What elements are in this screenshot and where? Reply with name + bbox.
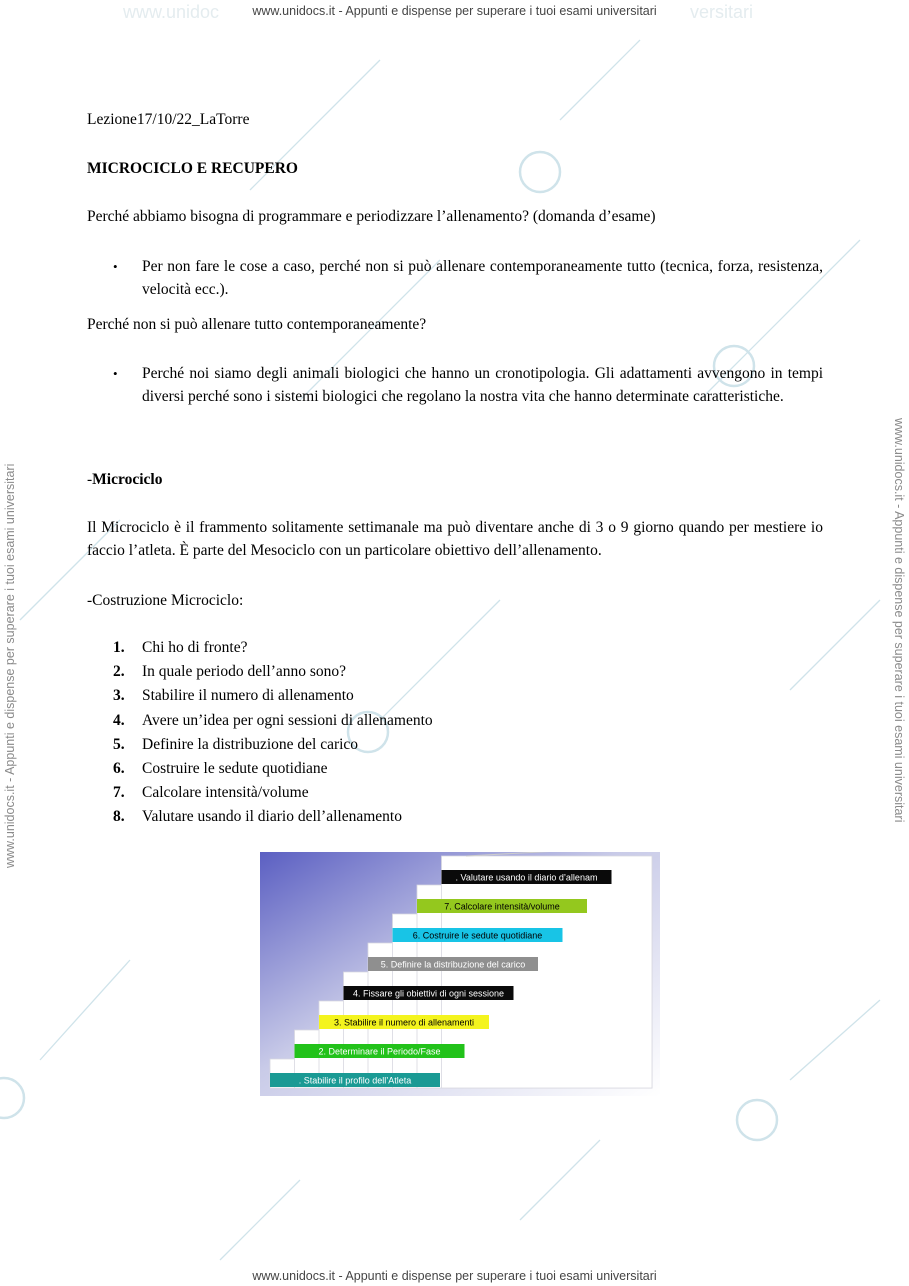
step-number: 6. (113, 759, 125, 777)
step-text: Stabilire il numero di allenamento (142, 687, 354, 705)
question-1: Perché abbiamo bisogna di programmare e periodizzare l’allenamento? (domanda d’esame) (87, 208, 656, 225)
step-number: 8. (113, 808, 125, 826)
lesson-header: Lezione17/10/22_LaTorre (87, 111, 250, 128)
microciclo-paragraph: Il Microciclo è il frammento solitamente settimanale ma può diventare anche di 3 o 9 giorno quando per mestiere io faccio l’atleta. È parte del Mesociclo con un particolare obiettivo dell’allenamento. (87, 519, 823, 559)
stair-label-text: 6. Costruire le sedute quotidiane (412, 930, 543, 941)
step-text: Calcolare intensità/volume (142, 784, 309, 802)
step-text: Valutare usando il diario dell’allenamento (142, 808, 402, 826)
step-text: Chi ho di fronte? (142, 639, 248, 656)
stair-label-text: . Valutare usando il diario d’allenam (455, 872, 598, 883)
watermark-ghost-right: versitari (690, 2, 754, 22)
answer-1: Per non fare le cose a caso, perché non si può allenare contemporaneamente tutto (tecnica, forza, resistenza, velocità ecc.). (142, 258, 823, 298)
step-number: 1. (113, 639, 125, 656)
step-number: 5. (113, 735, 125, 753)
bullet-symbol: • (113, 259, 118, 274)
step-text: Definire la distribuzione del carico (142, 735, 359, 753)
step-number: 2. (113, 663, 125, 681)
step-number: 3. (113, 687, 125, 705)
stair-label-text: . Stabilire il profilo dell’Atleta (298, 1075, 412, 1086)
answer-2: Perché noi siamo degli animali biologici che hanno un cronotipologia. Gli adattamenti avvengono in tempi diversi perché sono i sistemi biologici che regolano la nostra vita che hanno determinate caratteristiche. (142, 365, 823, 405)
section-title: Microciclo (92, 471, 163, 488)
watermark-side-left: www.unidocs.it - Appunti e dispense per superare i tuoi esami universitari (3, 463, 17, 868)
watermark-side-right: www.unidocs.it - Appunti e dispense per superare i tuoi esami universitari (892, 418, 906, 823)
section-heading (87, 468, 823, 491)
bullet-symbol: • (113, 366, 118, 381)
step-text: In quale periodo dell’anno sono? (142, 663, 347, 681)
document-title: MICROCICLO E RECUPERO (87, 160, 298, 177)
staircase-figure (260, 852, 660, 1096)
build-title: -Costruzione Microciclo: (87, 592, 244, 609)
watermark-header: www.unidocs.it - Appunti e dispense per superare i tuoi esami universitari (252, 4, 657, 18)
watermark-footer: www.unidocs.it - Appunti e dispense per superare i tuoi esami universitari (252, 1269, 657, 1283)
stair-label-text: 2. Determinare il Periodo/Fase (318, 1046, 441, 1057)
step-text: Costruire le sedute quotidiane (142, 759, 328, 777)
watermark-ghost-left: www.unidoc (123, 2, 220, 22)
stair-label-text: 5. Definire la distribuzione del carico (380, 959, 526, 970)
step-number: 4. (113, 711, 125, 729)
stair-label-text: 4. Fissare gli obiettivi di ogni sessione (352, 988, 505, 999)
stair-label-text: 3. Stabilire il numero di allenamenti (333, 1017, 475, 1028)
step-text: Avere un’idea per ogni sessioni di allenamento (142, 711, 433, 729)
stair-label-text: 7. Calcolare intensità/volume (444, 901, 560, 912)
section-prefix: - (87, 471, 93, 488)
question-2: Perché non si può allenare tutto contemporaneamente? (87, 316, 427, 333)
step-number: 7. (113, 784, 125, 802)
stair-step-body (442, 856, 653, 1088)
